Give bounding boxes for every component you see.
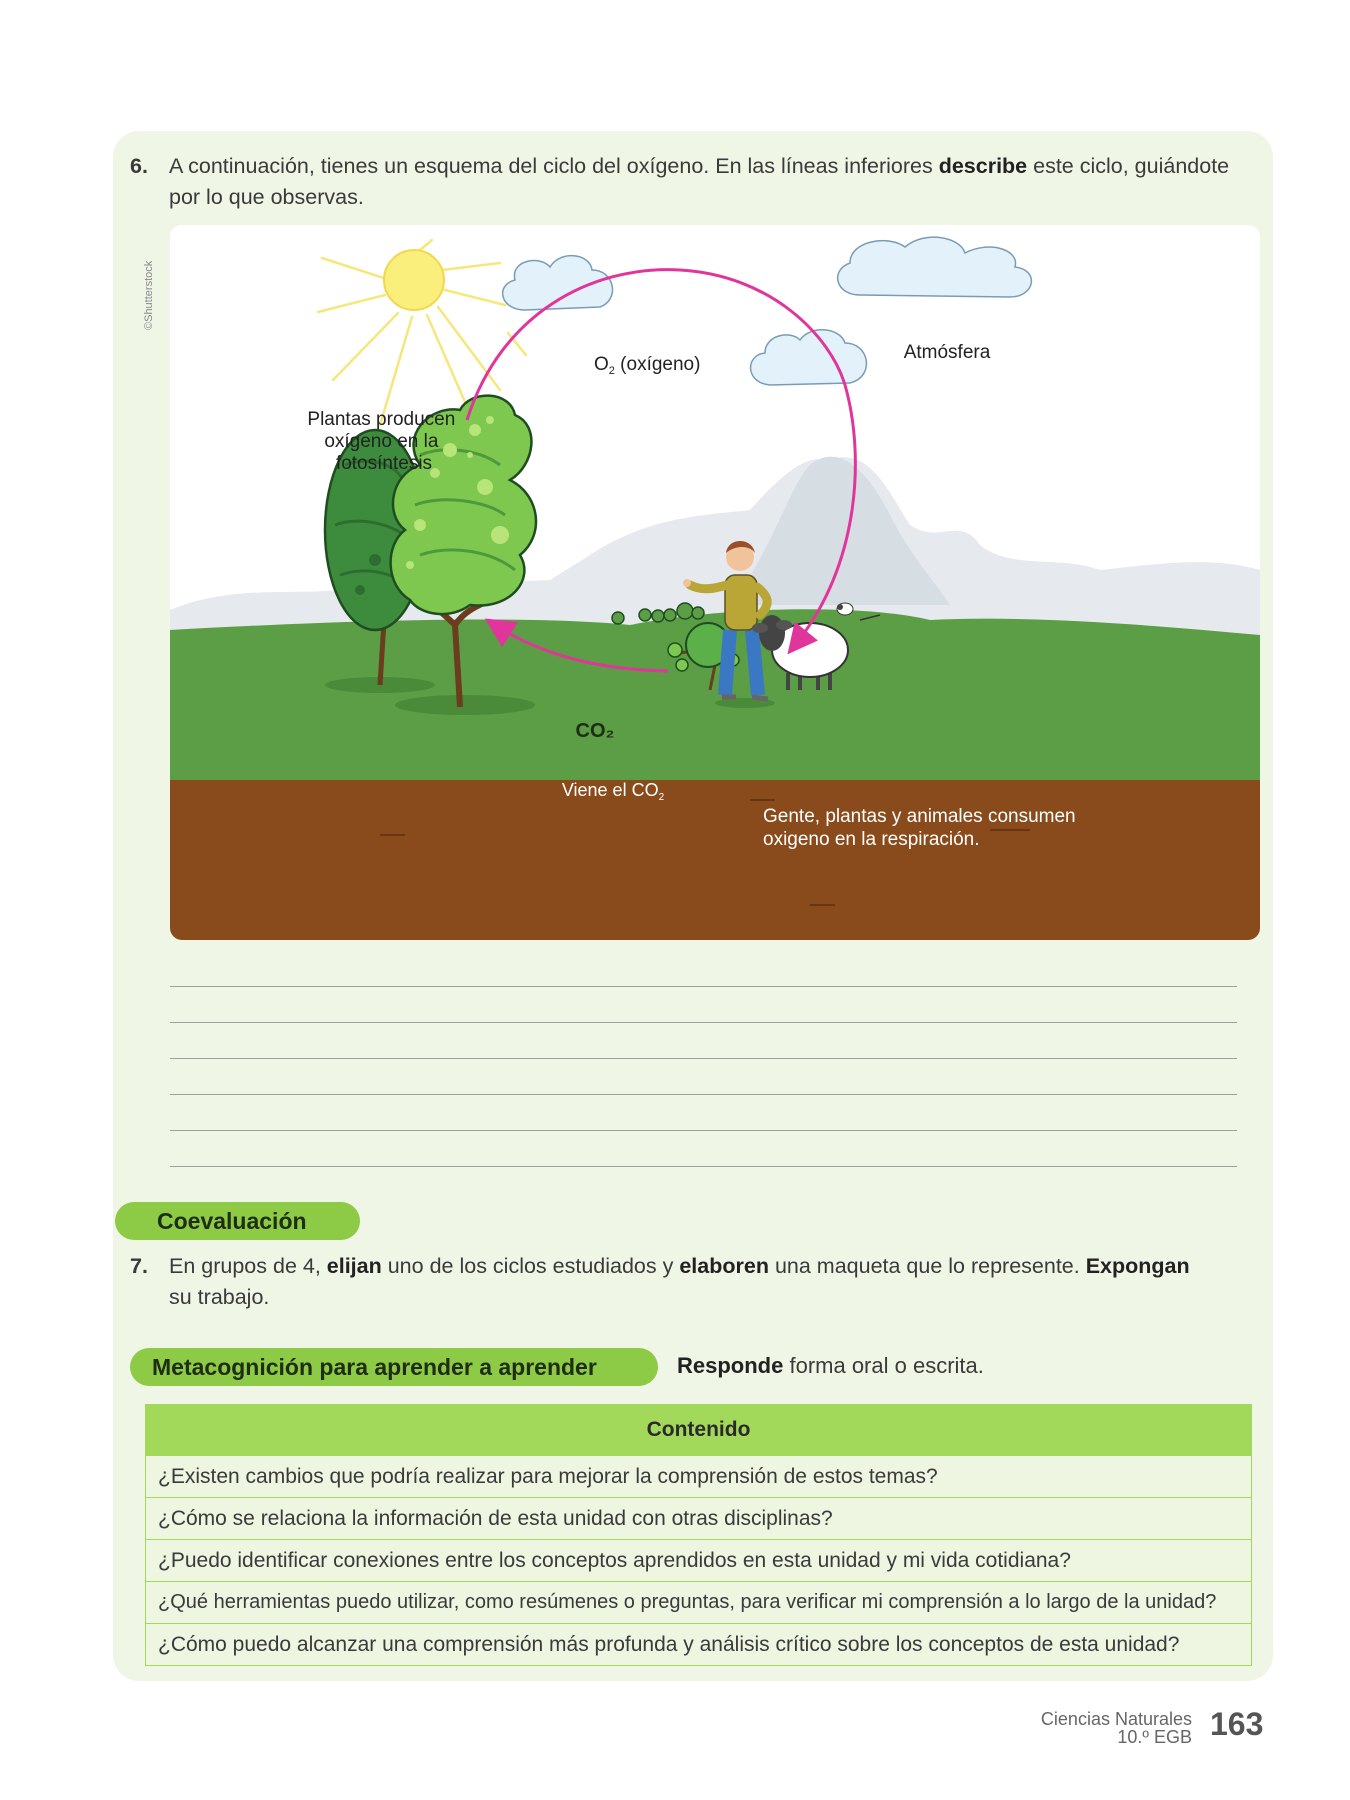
question-text: En grupos de 4, elijan uno de los ciclos estudiados y elaboren una maqueta que lo represente. Expongan su trabajo. xyxy=(169,1254,1190,1309)
question-text: A continuación, tienes un esquema del ciclo del oxígeno. En las líneas inferiores describe este ciclo, guiándote por lo que observas. xyxy=(169,154,1230,209)
question-number: 6. xyxy=(130,154,148,178)
metacognition-heading: Metacognición para aprender a aprender xyxy=(130,1348,658,1386)
writing-line[interactable] xyxy=(170,1094,1237,1095)
table-row: ¿Cómo se relaciona la información de esta unidad con otras disciplinas? xyxy=(146,1498,1252,1540)
writing-line[interactable] xyxy=(170,1022,1237,1023)
writing-line[interactable] xyxy=(170,986,1237,987)
writing-line[interactable] xyxy=(170,1166,1237,1167)
table-row: ¿Qué herramientas puedo utilizar, como resúmenes o preguntas, para verificar mi comprensión a lo largo de la unidad? xyxy=(146,1582,1252,1624)
table-row: ¿Cómo puedo alcanzar una comprensión más profunda y análisis crítico sobre los conceptos de esta unidad? xyxy=(146,1624,1252,1666)
label-people: Gente, plantas y animales consumen oxigeno en la respiración. xyxy=(763,806,1076,850)
label-atmosphere: Atmósfera xyxy=(903,342,991,363)
question-7 xyxy=(130,1251,1270,1315)
writing-line[interactable] xyxy=(170,1130,1237,1131)
page-number: 163 xyxy=(1210,1706,1264,1742)
label-co2: CO₂ xyxy=(575,720,615,742)
table-row: ¿Existen cambios que podría realizar para mejorar la comprensión de estos temas? xyxy=(146,1456,1252,1498)
label-comes-co2: Viene el $CO_2$ xyxy=(561,780,665,803)
footer-subject: Ciencias Naturales 10.º EGB xyxy=(1040,1709,1192,1747)
metacognition-instruction: Responde forma oral o escrita. xyxy=(677,1353,984,1378)
label-o2: $O_2$ (oxígeno) xyxy=(594,354,701,377)
question-number: 7. xyxy=(130,1254,148,1278)
table-row: ¿Puedo identificar conexiones entre los conceptos aprendidos en esta unidad y mi vida cotidiana? xyxy=(146,1540,1252,1582)
oxygen-cycle-diagram xyxy=(170,225,1260,940)
writing-line[interactable] xyxy=(170,1058,1237,1059)
question-6 xyxy=(130,151,1270,221)
table-header: Contenido xyxy=(146,1405,1252,1456)
coevaluation-heading: Coevaluación xyxy=(115,1202,360,1240)
image-credit: ©Shutterstock xyxy=(143,260,155,330)
content-table xyxy=(145,1404,1252,1666)
label-plants: Plantas producen oxígeno en la fotosíntesis xyxy=(307,409,456,474)
